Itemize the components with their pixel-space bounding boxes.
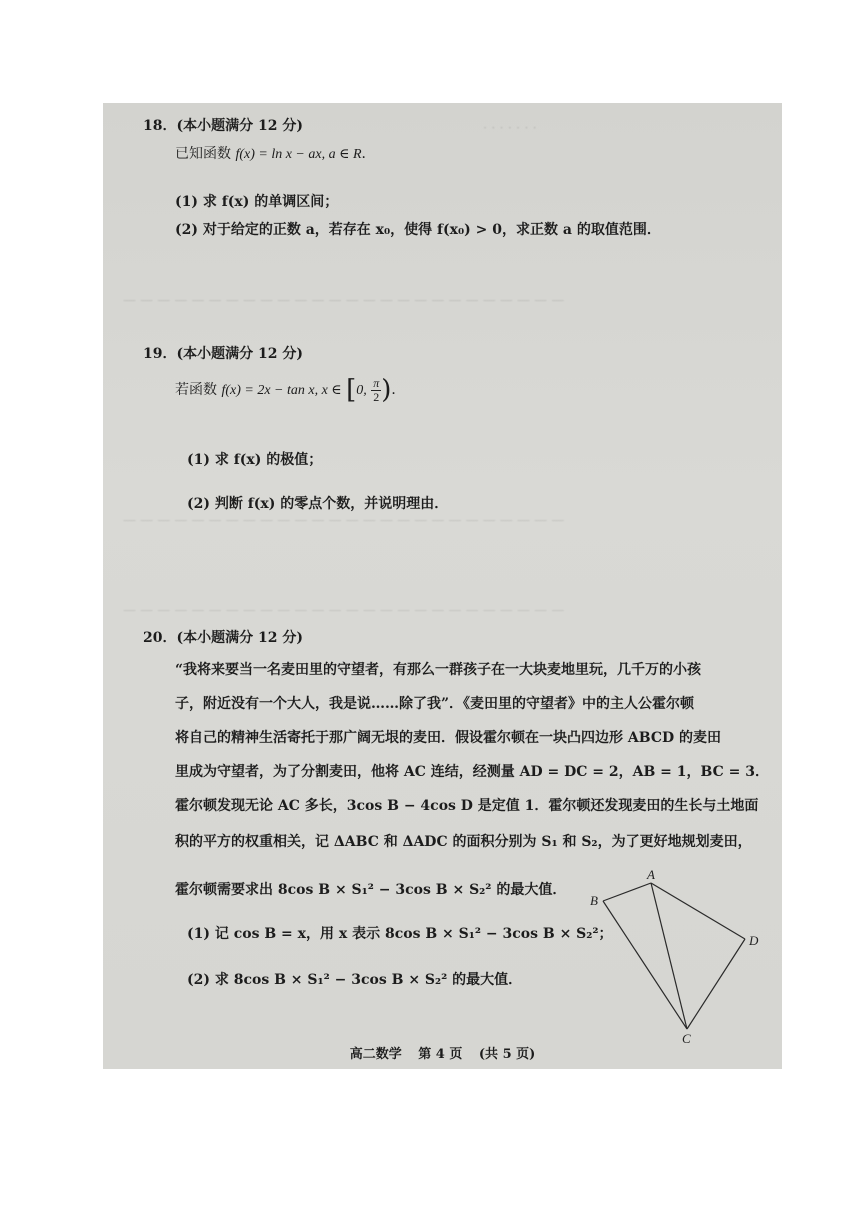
edge-dc [687, 939, 745, 1029]
bleed-through: · · · · · · · [483, 121, 537, 136]
diagonal-ac [651, 883, 687, 1029]
bleed-through: — — — — — — — — — — — — — — — — — — — — — — — — — — [123, 293, 565, 308]
bleed-through: — — — — — — — — — — — — — — — — — — — — — — — — — — [123, 603, 565, 618]
q20-line-4: 里成为守望者，为了分割麦田，他将 AC 连结，经测量 AD = DC = 2，AB = 1，BC = 3． [175, 764, 769, 780]
q19-given [175, 375, 405, 405]
q20-line-6: 积的平方的权重相关，记 ΔABC 和 ΔADC 的面积分别为 S₁ 和 S₂，为了更好地规划麦田， [175, 834, 752, 850]
quadrilateral-abcd-figure [581, 865, 781, 1045]
edge-ab [603, 883, 651, 901]
q19-interval-left: 0, [356, 383, 367, 398]
q18-given-function: f(x) = ln x − ax, a ∈ R [235, 147, 362, 162]
footer-subject: 高二数学 [349, 1047, 402, 1062]
bleed-through: — — — — — — — — — — — — — — — — — — — — — — — — — — [123, 513, 565, 528]
q18-given-prefix: 已知函数 [175, 146, 231, 162]
q19-header: 19．(本小题满分 12 分) [143, 346, 303, 362]
q20-part2: (2) 求 8cos B × S₁² − 3cos B × S₂² 的最大值． [187, 972, 523, 988]
q20-line-2: 子，附近没有一个大人，我是说……除了我”．《麦田里的守望者》中的主人公霍尔顿 [175, 696, 695, 712]
q18-part2: (2) 对于给定的正数 a，若存在 x₀，使得 f(x₀) > 0，求正数 a 的取值范围． [175, 222, 661, 238]
left-bracket: [ [346, 375, 357, 405]
q18-given-suffix: ． [361, 146, 376, 162]
pi-over-2-fraction [371, 377, 381, 404]
footer-page-number: 第 4 页 [418, 1047, 463, 1062]
q20-header: 20．(本小题满分 12 分) [143, 630, 303, 646]
page-footer [103, 1043, 782, 1062]
fraction-numerator: π [373, 375, 380, 390]
q20-line-1: “我将来要当一名麦田里的守望者，有那么一群孩子在一大块麦地里玩，几千万的小孩 [175, 662, 702, 678]
q19-part2: (2) 判断 f(x) 的零点个数，并说明理由． [187, 496, 449, 512]
q19-given-function: f(x) = 2x − tan x, x ∈ [221, 383, 342, 398]
q19-given-prefix: 若函数 [175, 382, 217, 398]
fraction-denominator: 2 [373, 389, 380, 404]
exam-page [103, 103, 782, 1069]
q18-header: 18．(本小题满分 12 分) [143, 118, 303, 134]
vertex-label-b: B [590, 893, 598, 908]
q20-part1: (1) 记 cos B = x，用 x 表示 8cos B × S₁² − 3cos B × S₂²； [187, 926, 613, 942]
vertex-label-a: A [647, 867, 655, 882]
q20-line-3: 将自己的精神生活寄托于那广阔无垠的麦田．假设霍尔顿在一块凸四边形 ABCD 的麦田 [175, 730, 721, 746]
footer-total-pages: (共 5 页) [478, 1047, 536, 1062]
q19-part1: (1) 求 f(x) 的极值； [187, 452, 323, 468]
q20-line-7: 霍尔顿需要求出 8cos B × S₁² − 3cos B × S₂² 的最大值． [175, 882, 567, 898]
q19-given-suffix: ． [391, 382, 406, 398]
edge-bc [603, 901, 687, 1029]
q20-line-5: 霍尔顿发现无论 AC 多长，3cos B − 4cos D 是定值 1．霍尔顿还发现麦田的生长与土地面 [175, 798, 759, 814]
q18-part1: (1) 求 f(x) 的单调区间； [175, 194, 339, 210]
edge-ad [651, 883, 745, 939]
q18-given [175, 143, 376, 163]
vertex-label-d: D [749, 933, 759, 948]
vertex-label-c: C [682, 1031, 691, 1045]
right-paren: ) [381, 375, 392, 405]
